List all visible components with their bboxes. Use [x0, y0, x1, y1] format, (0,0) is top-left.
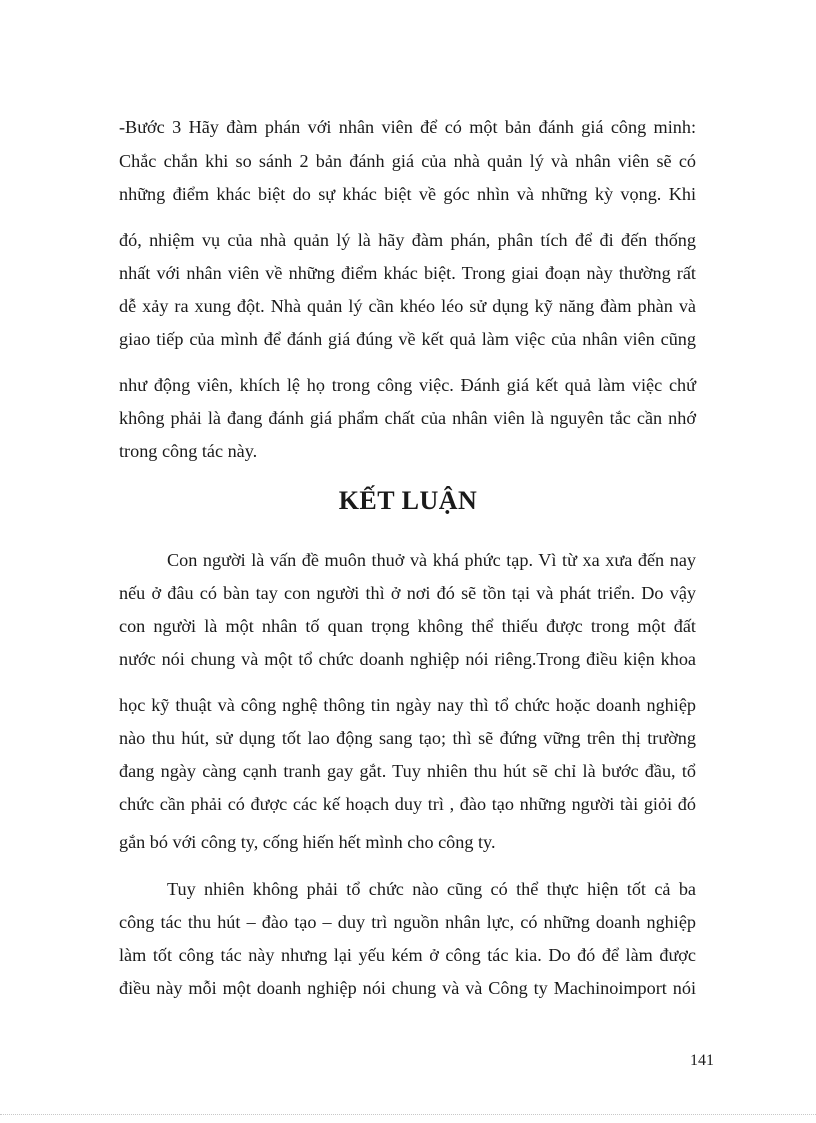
paragraph-line: nếu ở đâu có bàn tay con người thì ở nơi đó sẽ tồn tại và phát triển. Do vậy — [119, 583, 696, 603]
paragraph-line: Chắc chắn khi so sánh 2 bản đánh giá của nhà quản lý và nhân viên sẽ có — [119, 151, 696, 171]
paragraph-line: đang ngày càng cạnh tranh gay gắt. Tuy nhiên thu hút sẽ chỉ là bước đầu, tổ — [119, 761, 696, 781]
paragraph-line: không phải là đang đánh giá phẩm chất của nhân viên là nguyên tắc cần nhớ — [119, 408, 696, 428]
paragraph-line: công tác thu hút – đào tạo – duy trì nguồn nhân lực, có những doanh nghiệp — [119, 912, 696, 932]
paragraph-line: làm tốt công tác này nhưng lại yếu kém ở công tác kia. Do đó để làm được — [119, 945, 696, 965]
paragraph-line: trong công tác này. — [119, 441, 258, 461]
page-number: 141 — [690, 1052, 714, 1069]
paragraph-line: gắn bó với công ty, cống hiến hết mình cho công ty. — [119, 832, 496, 852]
paragraph-line: chức cần phải có được các kế hoạch duy trì , đào tạo những người tài giỏi đó — [119, 794, 696, 814]
paragraph-line: dễ xảy ra xung đột. Nhà quản lý cần khéo léo sử dụng kỹ năng đàm phàn và — [119, 296, 696, 316]
paragraph-line: giao tiếp của mình để đánh giá đúng về kết quả làm việc của nhân viên cũng — [119, 329, 696, 349]
paragraph-line: nào thu hút, sử dụng tốt lao động sang tạo; thì sẽ đứng vững trên thị trường — [119, 728, 696, 748]
paragraph-line: điều này mỗi một doanh nghiệp nói chung và và Công ty Machinoimport nói — [119, 978, 696, 998]
paragraph-line: những điểm khác biệt do sự khác biệt về góc nhìn và những kỳ vọng. Khi — [119, 184, 696, 204]
paragraph-line: Con người là vấn đề muôn thuở và khá phức tạp. Vì từ xa xưa đến nay — [167, 550, 696, 570]
paragraph-line: Tuy nhiên không phải tổ chức nào cũng có thể thực hiện tốt cả ba — [167, 879, 696, 899]
page-bottom-rule — [0, 1114, 816, 1115]
section-heading: KẾT LUẬN — [338, 486, 478, 515]
paragraph-line: -Bước 3 Hãy đàm phán với nhân viên để có một bản đánh giá công minh: — [119, 117, 696, 137]
paragraph-line: đó, nhiệm vụ của nhà quản lý là hãy đàm phán, phân tích để đi đến thống — [119, 230, 696, 250]
paragraph-line: nhất với nhân viên về những điểm khác biệt. Trong giai đoạn này thường rất — [119, 263, 696, 283]
paragraph-line: con người là một nhân tố quan trọng không thể thiếu được trong một đất — [119, 616, 696, 636]
paragraph-line: học kỹ thuật và công nghệ thông tin ngày nay thì tổ chức hoặc doanh nghiệp — [119, 695, 696, 715]
paragraph-line: nước nói chung và một tổ chức doanh nghiệp nói riêng.Trong điều kiện khoa — [119, 649, 696, 669]
paragraph-line: như động viên, khích lệ họ trong công việc. Đánh giá kết quả làm việc chứ — [119, 375, 696, 395]
